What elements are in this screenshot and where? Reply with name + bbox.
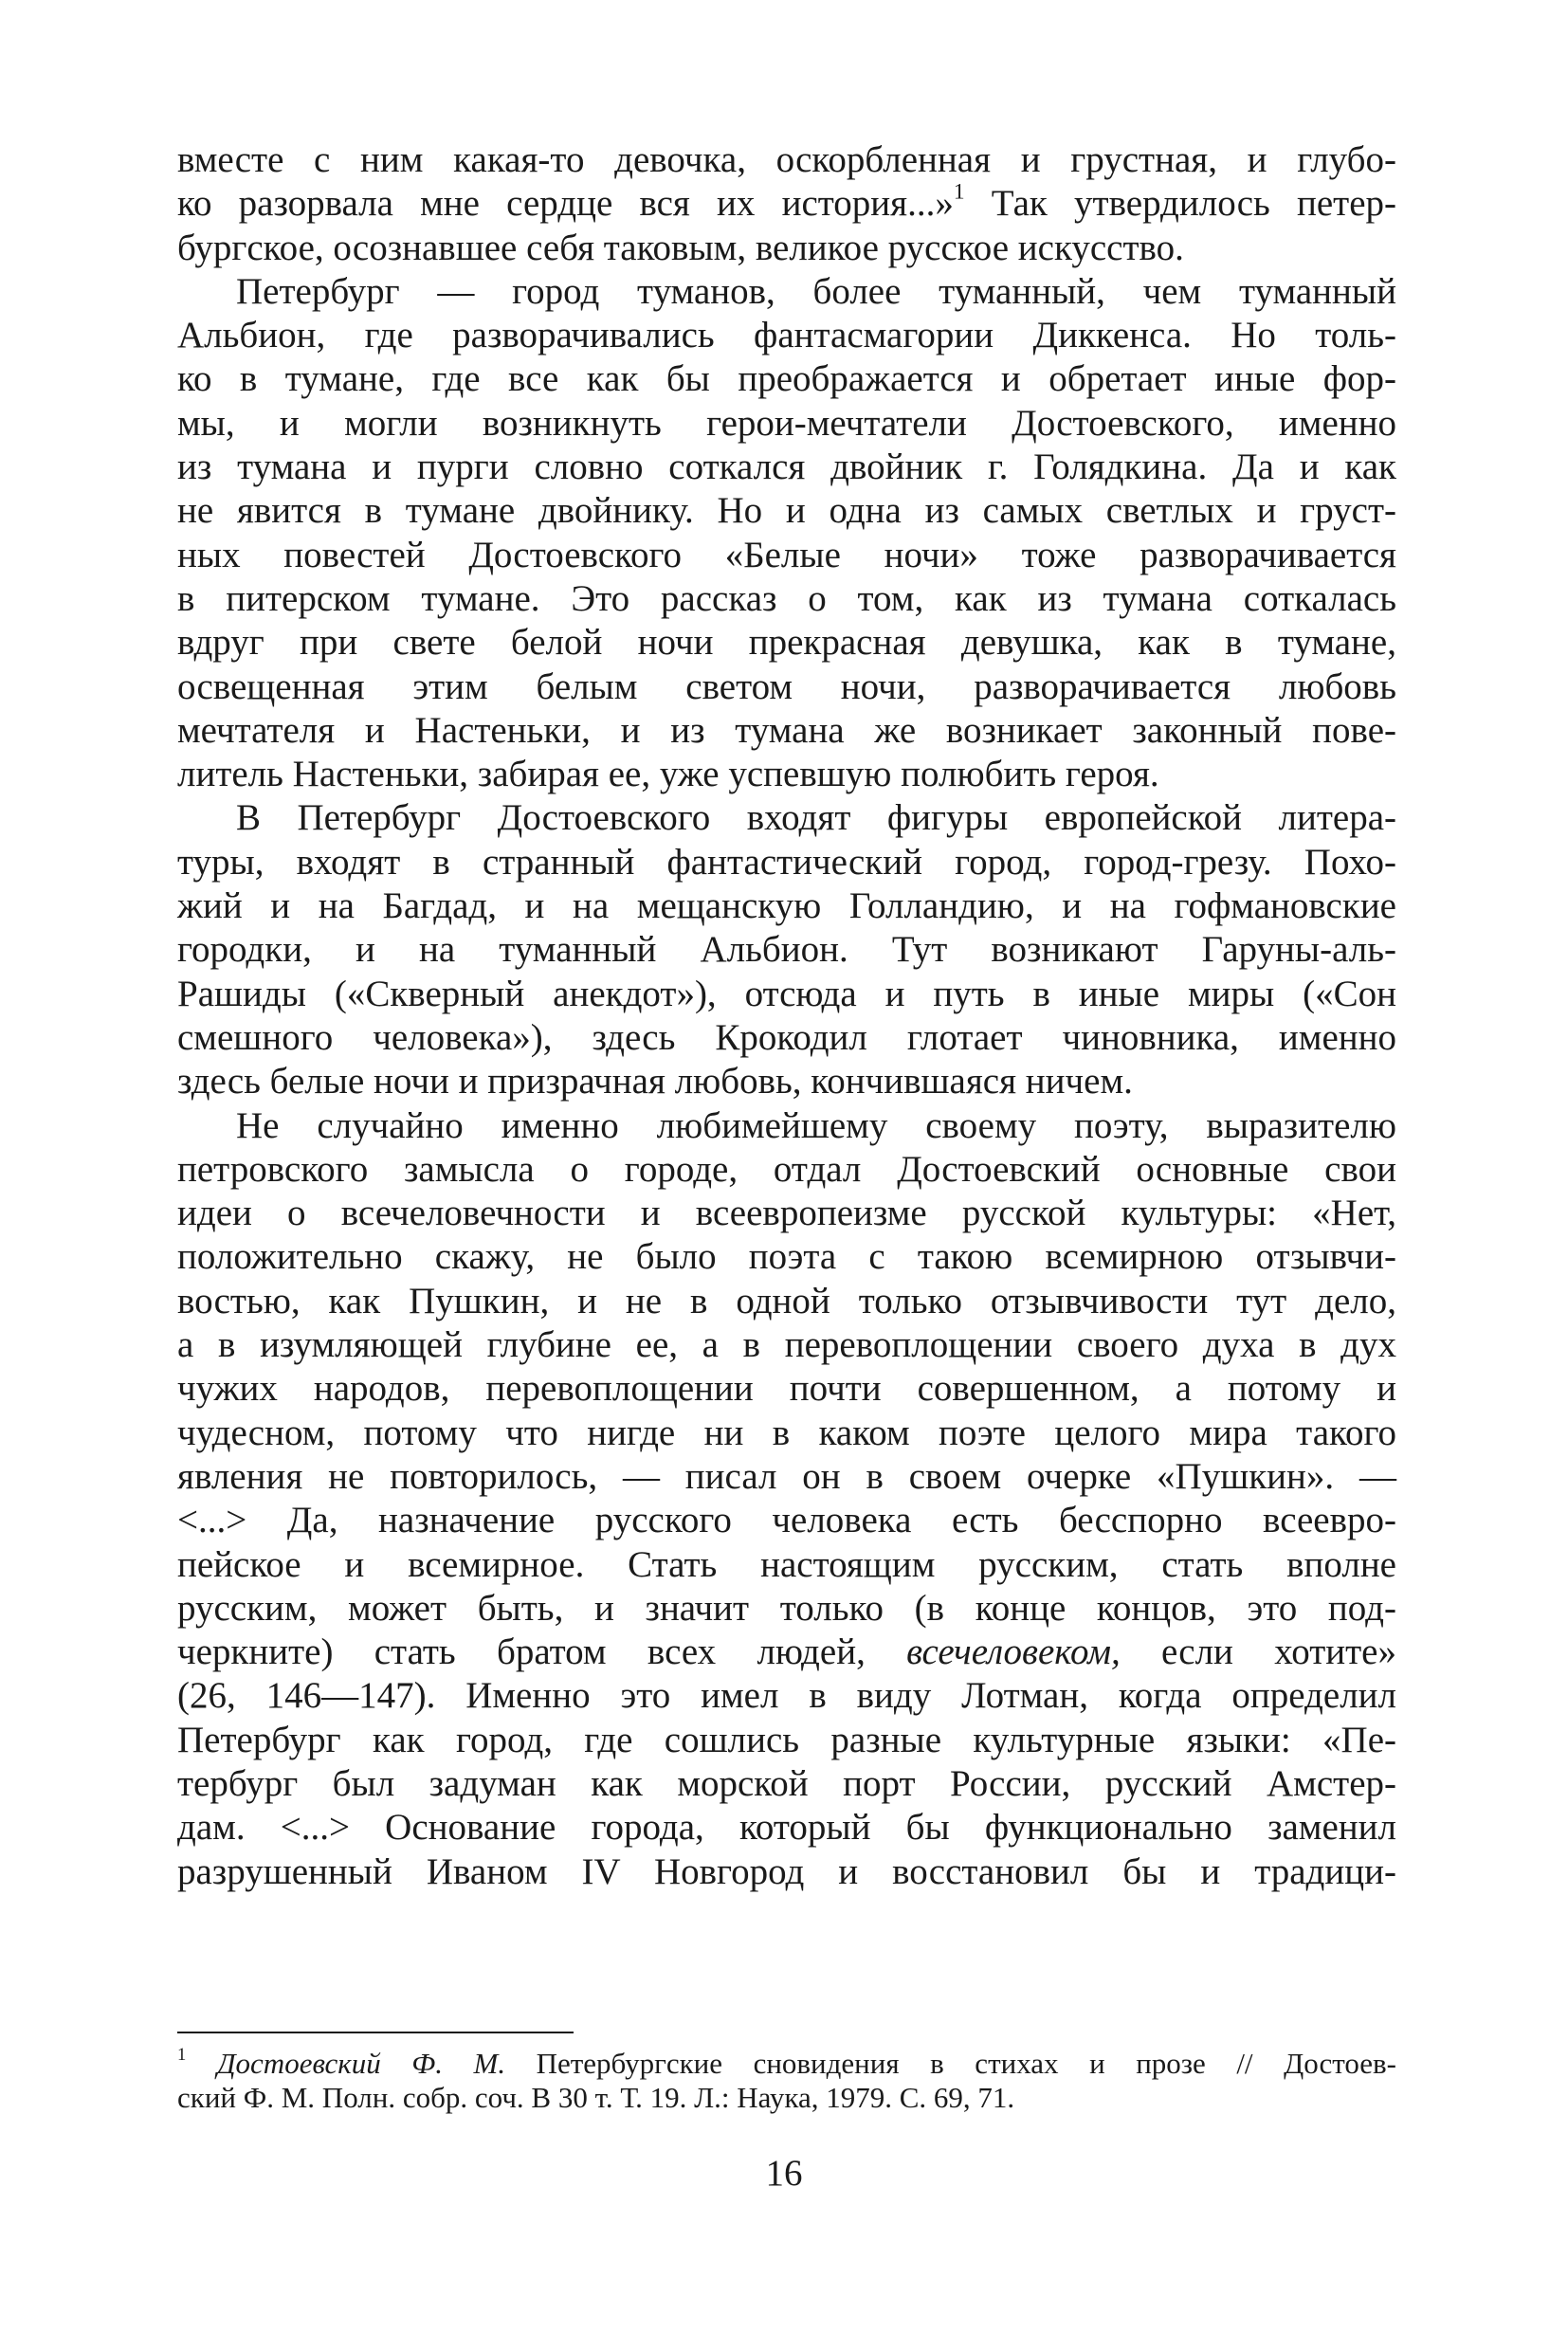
text-line: бургское, осознавшее себя таковым, великое русское искусство. [177, 227, 1184, 268]
text-line: не явится в тумане двойнику. Но и одна из самых светлых и груст- [177, 490, 1396, 532]
text-line: В Петербург Достоевского входят фигуры европейской литера- [236, 797, 1396, 839]
text-line: туры, входят в странный фантастический город, город-грезу. Похо- [177, 841, 1396, 883]
footnote [177, 2047, 1396, 2115]
text-line: идеи о всечеловечности и всеевропеизме русской культуры: «Нет, [177, 1193, 1396, 1234]
text-line: петровского замысла о городе, отдал Достоевский основные свои [177, 1148, 1396, 1190]
text-line: востью, как Пушкин, и не в одной только отзывчивости тут дело, [177, 1280, 1396, 1321]
footnote-line [177, 2047, 1396, 2081]
text-line: мечтателя и Настеньки, и из тумана же возникает законный пове- [177, 709, 1396, 751]
text-line: явления не повторилось, — писал он в своем очерке «Пушкин». — [177, 1455, 1396, 1497]
text-line: Не случайно именно любимейшему своему поэту, выразителю [236, 1104, 1396, 1146]
footnote-divider [177, 2032, 574, 2033]
text-line: ко в тумане, где все как бы преображается и обретает иные фор- [177, 358, 1396, 400]
footnote-ref: 1 [953, 179, 965, 205]
text-line: положительно скажу, не было поэта с такою всемирною отзывчи- [177, 1236, 1396, 1278]
text-line: дам. <...> Основание города, который бы функционально заменил [177, 1807, 1396, 1849]
footnote-author: Достоевский Ф. М. [216, 2047, 506, 2080]
text-line: (26, 146—147). Именно это имел в виду Лотман, когда определил [177, 1675, 1396, 1717]
text-line: ных повестей Достоевского «Белые ночи» тоже разворачивается [177, 534, 1396, 575]
text-line: Петербург — город туманов, более туманный, чем туманный [236, 270, 1396, 312]
text-line: освещенная этим белым светом ночи, разворачивается любовь [177, 665, 1396, 707]
text-line: из тумана и пурги словно соткался двойник г. Голядкина. Да и как [177, 447, 1396, 488]
text-line: здесь белые ночи и призрачная любовь, кончившаяся ничем. [177, 1061, 1133, 1103]
text-line: пейское и всемирное. Стать настоящим русским, стать вполне [177, 1543, 1396, 1585]
text-line: а в изумляющей глубине ее, а в перевоплощении своего духа в дух [177, 1324, 1396, 1366]
text-line: Петербург как город, где сошлись разные культурные языки: «Пе- [177, 1719, 1396, 1760]
text-line: русским, может быть, и значит только (в конце концов, это под- [177, 1587, 1396, 1629]
text-line: жий и на Багдад, и на мещанскую Голландию, и на гофмановские [177, 885, 1396, 927]
text-line: тербург был задуман как морской порт России, русский Амстер- [177, 1762, 1396, 1804]
text-line: смешного человека»), здесь Крокодил глотает чиновника, именно [177, 1016, 1396, 1058]
text-line: чудесном, потому что нигде ни в каком поэте целого мира такого [177, 1412, 1396, 1453]
emphasis: всечеловеком, [906, 1631, 1121, 1673]
text-line: мы, и могли возникнуть герои-мечтатели Достоевского, именно [177, 402, 1396, 444]
footnote-marker: 1 [177, 2045, 187, 2066]
text-line: Рашиды («Скверный анекдот»), отсюда и путь в иные миры («Сон [177, 973, 1396, 1014]
text-line: чужих народов, перевоплощении почти совершенном, а потому и [177, 1368, 1396, 1410]
body-text [177, 138, 1396, 1894]
footnote-text: Петербургские сновидения в стихах и прозе // Достоев- [505, 2047, 1396, 2080]
footnote-line: ский Ф. М. Полн. собр. соч. В 30 т. Т. 19. Л.: Наука, 1979. С. 69, 71. [177, 2081, 1015, 2114]
text-line: вместе с ним какая-то девочка, оскорбленная и грустная, и глубо- [177, 139, 1396, 180]
text-line: вдруг при свете белой ночи прекрасная девушка, как в тумане, [177, 622, 1396, 664]
text-line: в питерском тумане. Это рассказ о том, как из тумана соткалась [177, 577, 1396, 619]
text-line: черкните) стать братом всех людей, всечеловеком, если хотите» [177, 1631, 1396, 1673]
text-line: городки, и на туманный Альбион. Тут возникают Гаруны-аль- [177, 929, 1396, 971]
text-line: литель Настеньки, забирая ее, уже успевшую полюбить героя. [177, 754, 1159, 795]
text-line: ко разорвала мне сердце вся их история...»$^1$ Так утвердилось петер- [177, 179, 1396, 225]
text-line: Альбион, где разворачивались фантасмагории Диккенса. Но толь- [177, 315, 1396, 356]
page-number: 16 [765, 2153, 803, 2194]
text-line: разрушенный Иваном IV Новгород и восстановил бы и традици- [177, 1850, 1396, 1892]
text-line: <...> Да, назначение русского человека есть бесспорно всеевро- [177, 1500, 1396, 1541]
